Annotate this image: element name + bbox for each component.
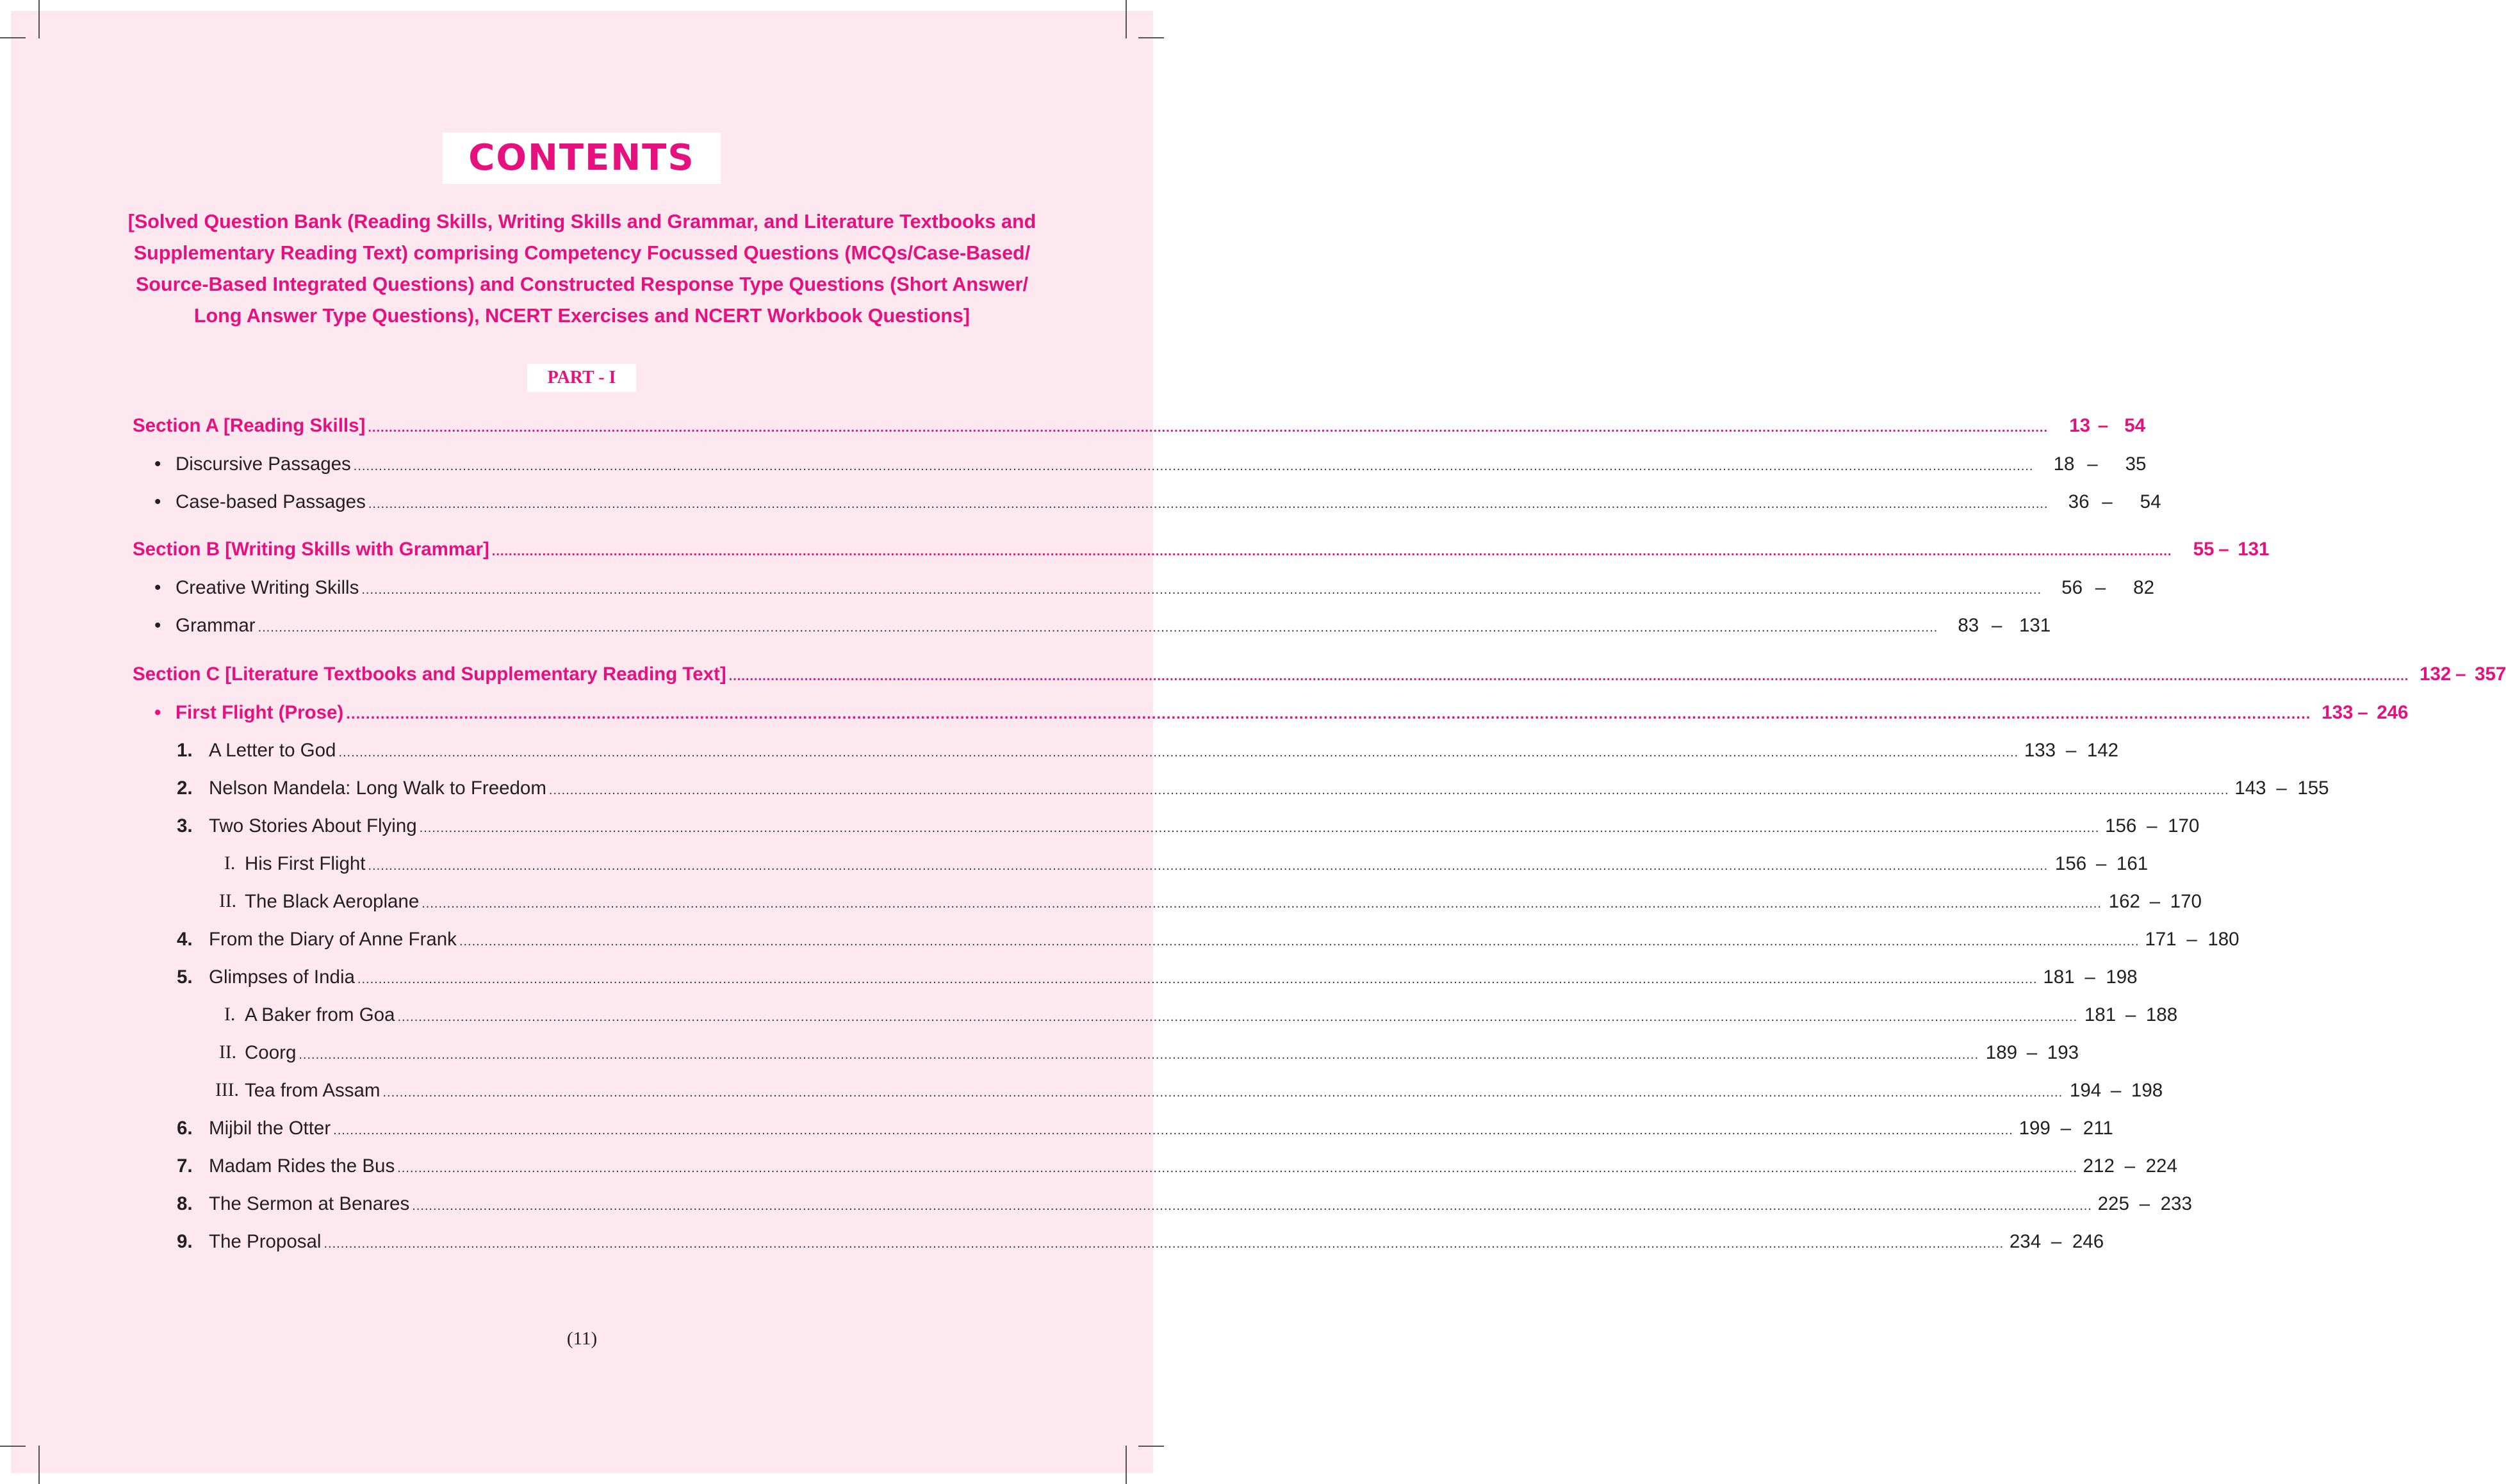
- toc-label: Coorg: [245, 1042, 297, 1063]
- toc-label: Mijbil the Otter: [209, 1118, 331, 1139]
- crop-mark: [38, 0, 40, 38]
- leader-dots: ................................................................................................................................................................................................................................................................................................................................................................................................................: [419, 821, 2100, 835]
- page-start: 13: [2069, 415, 2091, 436]
- page-start: 162: [2108, 891, 2140, 912]
- page-dash: –: [2147, 815, 2158, 836]
- leader-dots: ................................................................................................................................................................................................................................................................................................................................................................................................................: [323, 1237, 2004, 1251]
- toc-label: A Letter to God: [209, 740, 336, 761]
- toc-label: The Sermon at Benares: [209, 1193, 410, 1214]
- page-start: 36: [2068, 491, 2090, 512]
- leader-dots: ................................................................................................................................................................................................................................................................................................................................................................................................................: [368, 859, 2049, 873]
- toc-label: Creative Writing Skills: [176, 577, 359, 598]
- page-end: 54: [2140, 491, 2161, 512]
- page-range: [2104, 891, 2202, 913]
- page-end: 170: [2170, 891, 2202, 912]
- page-dash: –: [2218, 539, 2229, 560]
- toc-label: Glimpses of India: [209, 966, 355, 988]
- toc-label: The Proposal: [209, 1231, 322, 1252]
- part-label-box: [527, 364, 636, 392]
- page-end: 170: [2168, 815, 2200, 836]
- page-end: 246: [2072, 1231, 2104, 1252]
- toc-label: Section A [Reading Skills]: [133, 415, 366, 436]
- page-dash: –: [2095, 853, 2107, 874]
- subchapter-number: I.: [224, 1004, 236, 1025]
- subchapter-number: III.: [215, 1080, 239, 1100]
- leader-dots: ................................................................................................................................................................................................................................................................................................................................................................................................................: [491, 544, 2172, 559]
- page-dash: –: [2084, 966, 2095, 988]
- page-dash: –: [2097, 415, 2109, 436]
- page-start: 132: [2420, 664, 2452, 685]
- leader-dots: ................................................................................................................................................................................................................................................................................................................................................................................................................: [357, 972, 2038, 986]
- page-range: [2016, 1118, 2113, 1139]
- page-end: 246: [2377, 702, 2409, 723]
- page-end: 211: [2083, 1118, 2113, 1139]
- page-end: 54: [2124, 415, 2146, 436]
- page-range: [2080, 1004, 2177, 1026]
- page-range: [2051, 415, 2145, 437]
- toc-item-case-based-passages[interactable]: [154, 491, 2161, 517]
- toc-subchapter[interactable]: [224, 1004, 2178, 1030]
- page-range: [2411, 664, 2506, 685]
- chapter-number: 2.: [177, 778, 193, 799]
- page-start: 171: [2145, 929, 2177, 950]
- page-start: 234: [2009, 1231, 2042, 1252]
- toc-item-creative-writing[interactable]: [154, 577, 2154, 603]
- page-range: [2044, 577, 2154, 599]
- page-start: 83: [1958, 615, 1979, 636]
- toc-item-discursive-passages[interactable]: [154, 453, 2147, 479]
- toc-chapter[interactable]: [177, 740, 2119, 765]
- page-end: 131: [2238, 539, 2270, 560]
- page-dash: –: [2125, 1004, 2136, 1025]
- crop-mark: [1126, 0, 1127, 38]
- part-label: PART - I: [547, 368, 616, 387]
- bullet: •: [154, 453, 161, 475]
- toc-label: From the Diary of Anne Frank: [209, 929, 457, 950]
- leader-dots: ................................................................................................................................................................................................................................................................................................................................................................................................................: [368, 421, 2049, 435]
- page-dash: –: [2276, 778, 2287, 799]
- chapter-number: 9.: [177, 1231, 193, 1252]
- page-dash: –: [1992, 615, 2002, 636]
- toc-chapter[interactable]: [177, 815, 2200, 841]
- page-start: 18: [2053, 453, 2075, 475]
- page-start: 199: [2019, 1118, 2051, 1139]
- page-start: 225: [2097, 1193, 2129, 1214]
- toc-item-grammar[interactable]: [154, 615, 2051, 640]
- toc-label: The Black Aeroplane: [245, 891, 420, 912]
- toc-label: Nelson Mandela: Long Walk to Freedom: [209, 778, 546, 799]
- page-range: [2051, 491, 2161, 513]
- toc-label: Grammar: [176, 615, 256, 636]
- page-end: 193: [2047, 1042, 2079, 1063]
- bullet: •: [154, 702, 161, 723]
- chapter-number: 1.: [177, 740, 193, 761]
- page-range: [1981, 1042, 2079, 1064]
- intro-paragraph: [Solved Question Bank (Reading Skills, Writing Skills and Grammar, and Literature Textbooks and Supplementary Reading Text) comprising Competency Focussed Questions (MCQs/Case-Based/ Source-Based Integrated Questions) and Constructed Response Type Questions (Short Answer/ Long Answer Type Questions), NCERT Exercises and NCERT Workbook Questions]: [127, 211, 1036, 327]
- chapter-number: 6.: [177, 1118, 193, 1139]
- page-start: 189: [1985, 1042, 2018, 1063]
- page-range: [2102, 815, 2199, 837]
- leader-dots: ................................................................................................................................................................................................................................................................................................................................................................................................................: [333, 1123, 2013, 1137]
- page-start: 181: [2043, 966, 2075, 988]
- crop-mark: [0, 37, 26, 38]
- toc-label: Section B [Writing Skills with Grammar]: [133, 539, 489, 560]
- toc-subchapter[interactable]: [215, 1080, 2163, 1105]
- page-dash: –: [2149, 891, 2161, 912]
- page-start: 133: [2024, 740, 2056, 761]
- toc-section-c[interactable]: [133, 664, 2506, 689]
- page-end: 161: [2116, 853, 2149, 874]
- toc-label: His First Flight: [245, 853, 366, 874]
- chapter-number: 3.: [177, 815, 193, 836]
- crop-mark: [0, 1446, 26, 1447]
- page-end: 180: [2207, 929, 2240, 950]
- page-dash: –: [2051, 1231, 2062, 1252]
- leader-dots: ................................................................................................................................................................................................................................................................................................................................................................................................................: [361, 583, 2042, 597]
- chapter-number: 4.: [177, 929, 193, 950]
- page-start: 212: [2083, 1155, 2115, 1177]
- page-end: 82: [2133, 577, 2154, 598]
- bullet: •: [154, 615, 161, 636]
- chapter-number: 7.: [177, 1155, 193, 1177]
- chapter-number: 8.: [177, 1193, 193, 1214]
- leader-dots: ................................................................................................................................................................................................................................................................................................................................................................................................................: [459, 934, 2140, 949]
- page-range: [2232, 778, 2329, 799]
- page-end: 35: [2125, 453, 2147, 475]
- page-dash: –: [2087, 453, 2098, 475]
- page-range: [2313, 702, 2408, 724]
- toc-chapter[interactable]: [177, 966, 2138, 992]
- page-dash: –: [2139, 1193, 2150, 1214]
- page-start: 156: [2105, 815, 2137, 836]
- bullet: •: [154, 577, 161, 598]
- crop-mark: [1126, 1446, 1127, 1484]
- toc-subchapter[interactable]: [219, 1042, 2079, 1068]
- leader-dots: ................................................................................................................................................................................................................................................................................................................................................................................................................: [299, 1048, 1979, 1062]
- page-end: 131: [2019, 615, 2051, 636]
- toc-label: First Flight (Prose): [176, 702, 344, 723]
- page-start: 156: [2054, 853, 2087, 874]
- page-end: 198: [2106, 966, 2138, 988]
- page-number: (11): [566, 1328, 598, 1349]
- leader-dots: ................................................................................................................................................................................................................................................................................................................................................................................................................: [397, 1161, 2077, 1175]
- leader-dots: ................................................................................................................................................................................................................................................................................................................................................................................................................: [353, 459, 2034, 473]
- chapter-number: 5.: [177, 966, 193, 988]
- page-range: [2080, 1155, 2177, 1177]
- toc-label: Case-based Passages: [176, 491, 366, 512]
- page-dash: –: [2357, 702, 2368, 723]
- contents-title-box: [443, 133, 721, 184]
- page-end: 224: [2145, 1155, 2177, 1177]
- toc-chapter[interactable]: [177, 778, 2329, 803]
- crop-mark: [1138, 37, 1164, 38]
- toc-label: Madam Rides the Bus: [209, 1155, 395, 1177]
- page-range: [2006, 1231, 2104, 1253]
- bullet: •: [154, 491, 161, 512]
- subchapter-number: II.: [219, 891, 237, 911]
- page-start: 56: [2061, 577, 2083, 598]
- page-range: [2051, 853, 2148, 875]
- leader-dots: ................................................................................................................................................................................................................................................................................................................................................................................................................: [412, 1199, 2092, 1213]
- page-range: [2021, 740, 2118, 762]
- page-dash: –: [2102, 491, 2113, 512]
- page-dash: –: [2455, 664, 2466, 685]
- toc-subchapter[interactable]: [219, 891, 2202, 917]
- page-end: 142: [2086, 740, 2119, 761]
- page-range: [2174, 539, 2269, 560]
- page-end: 155: [2297, 778, 2329, 799]
- toc-chapter[interactable]: [177, 1231, 2104, 1257]
- leader-dots: ................................................................................................................................................................................................................................................................................................................................................................................................................: [338, 746, 2019, 760]
- toc-chapter[interactable]: [177, 1193, 2192, 1219]
- toc-label: Tea from Assam: [245, 1080, 381, 1101]
- page-end: 233: [2160, 1193, 2192, 1214]
- toc-section-b[interactable]: [133, 539, 2270, 564]
- toc-chapter[interactable]: [177, 1118, 2113, 1143]
- page-end: 198: [2131, 1080, 2163, 1101]
- page-start: 55: [2193, 539, 2215, 560]
- toc-label: Discursive Passages: [176, 453, 351, 475]
- page-dash: –: [2060, 1118, 2072, 1139]
- crop-mark: [1138, 1446, 1164, 1447]
- page-range: [2040, 966, 2138, 988]
- contents-title: CONTENTS: [468, 137, 695, 179]
- toc-book-first-flight[interactable]: [154, 702, 2409, 728]
- leader-dots: ................................................................................................................................................................................................................................................................................................................................................................................................................: [368, 497, 2049, 511]
- subchapter-number: II.: [219, 1042, 237, 1063]
- page-start: 143: [2234, 778, 2266, 799]
- page-end: 188: [2145, 1004, 2178, 1025]
- page-range: [2095, 1193, 2192, 1215]
- toc-chapter[interactable]: [177, 1155, 2177, 1181]
- toc-section-a[interactable]: [133, 415, 2146, 441]
- page-dash: –: [2026, 1042, 2038, 1063]
- leader-dots: ................................................................................................................................................................................................................................................................................................................................................................................................................: [382, 1086, 2063, 1100]
- page-range: [1940, 615, 2051, 637]
- subchapter-number: I.: [224, 853, 236, 874]
- toc-chapter[interactable]: [177, 929, 2240, 954]
- page-end: 357: [2475, 664, 2506, 685]
- leader-dots: ................................................................................................................................................................................................................................................................................................................................................................................................................: [548, 783, 2229, 797]
- page-start: 181: [2084, 1004, 2117, 1025]
- page-dash: –: [2095, 577, 2106, 598]
- leader-dots: ................................................................................................................................................................................................................................................................................................................................................................................................................: [346, 705, 2311, 722]
- page-range: [2142, 929, 2240, 950]
- page-range: [2036, 453, 2146, 475]
- leader-dots: ................................................................................................................................................................................................................................................................................................................................................................................................................: [728, 669, 2409, 683]
- page-dash: –: [2186, 929, 2197, 950]
- page-start: 133: [2322, 702, 2354, 723]
- crop-mark: [38, 1446, 40, 1484]
- page-dash: –: [2065, 740, 2077, 761]
- leader-dots: ................................................................................................................................................................................................................................................................................................................................................................................................................: [397, 1010, 2078, 1024]
- page-range: [2065, 1080, 2163, 1102]
- toc-label: Section C [Literature Textbooks and Supplementary Reading Text]: [133, 664, 726, 685]
- leader-dots: ................................................................................................................................................................................................................................................................................................................................................................................................................: [422, 897, 2102, 911]
- page-dash: –: [2110, 1080, 2122, 1101]
- toc-label: A Baker from Goa: [245, 1004, 395, 1025]
- page-start: 194: [2069, 1080, 2102, 1101]
- toc-label: Two Stories About Flying: [209, 815, 417, 836]
- toc-subchapter[interactable]: [224, 853, 2149, 879]
- leader-dots: ................................................................................................................................................................................................................................................................................................................................................................................................................: [258, 621, 1938, 635]
- page-dash: –: [2124, 1155, 2136, 1177]
